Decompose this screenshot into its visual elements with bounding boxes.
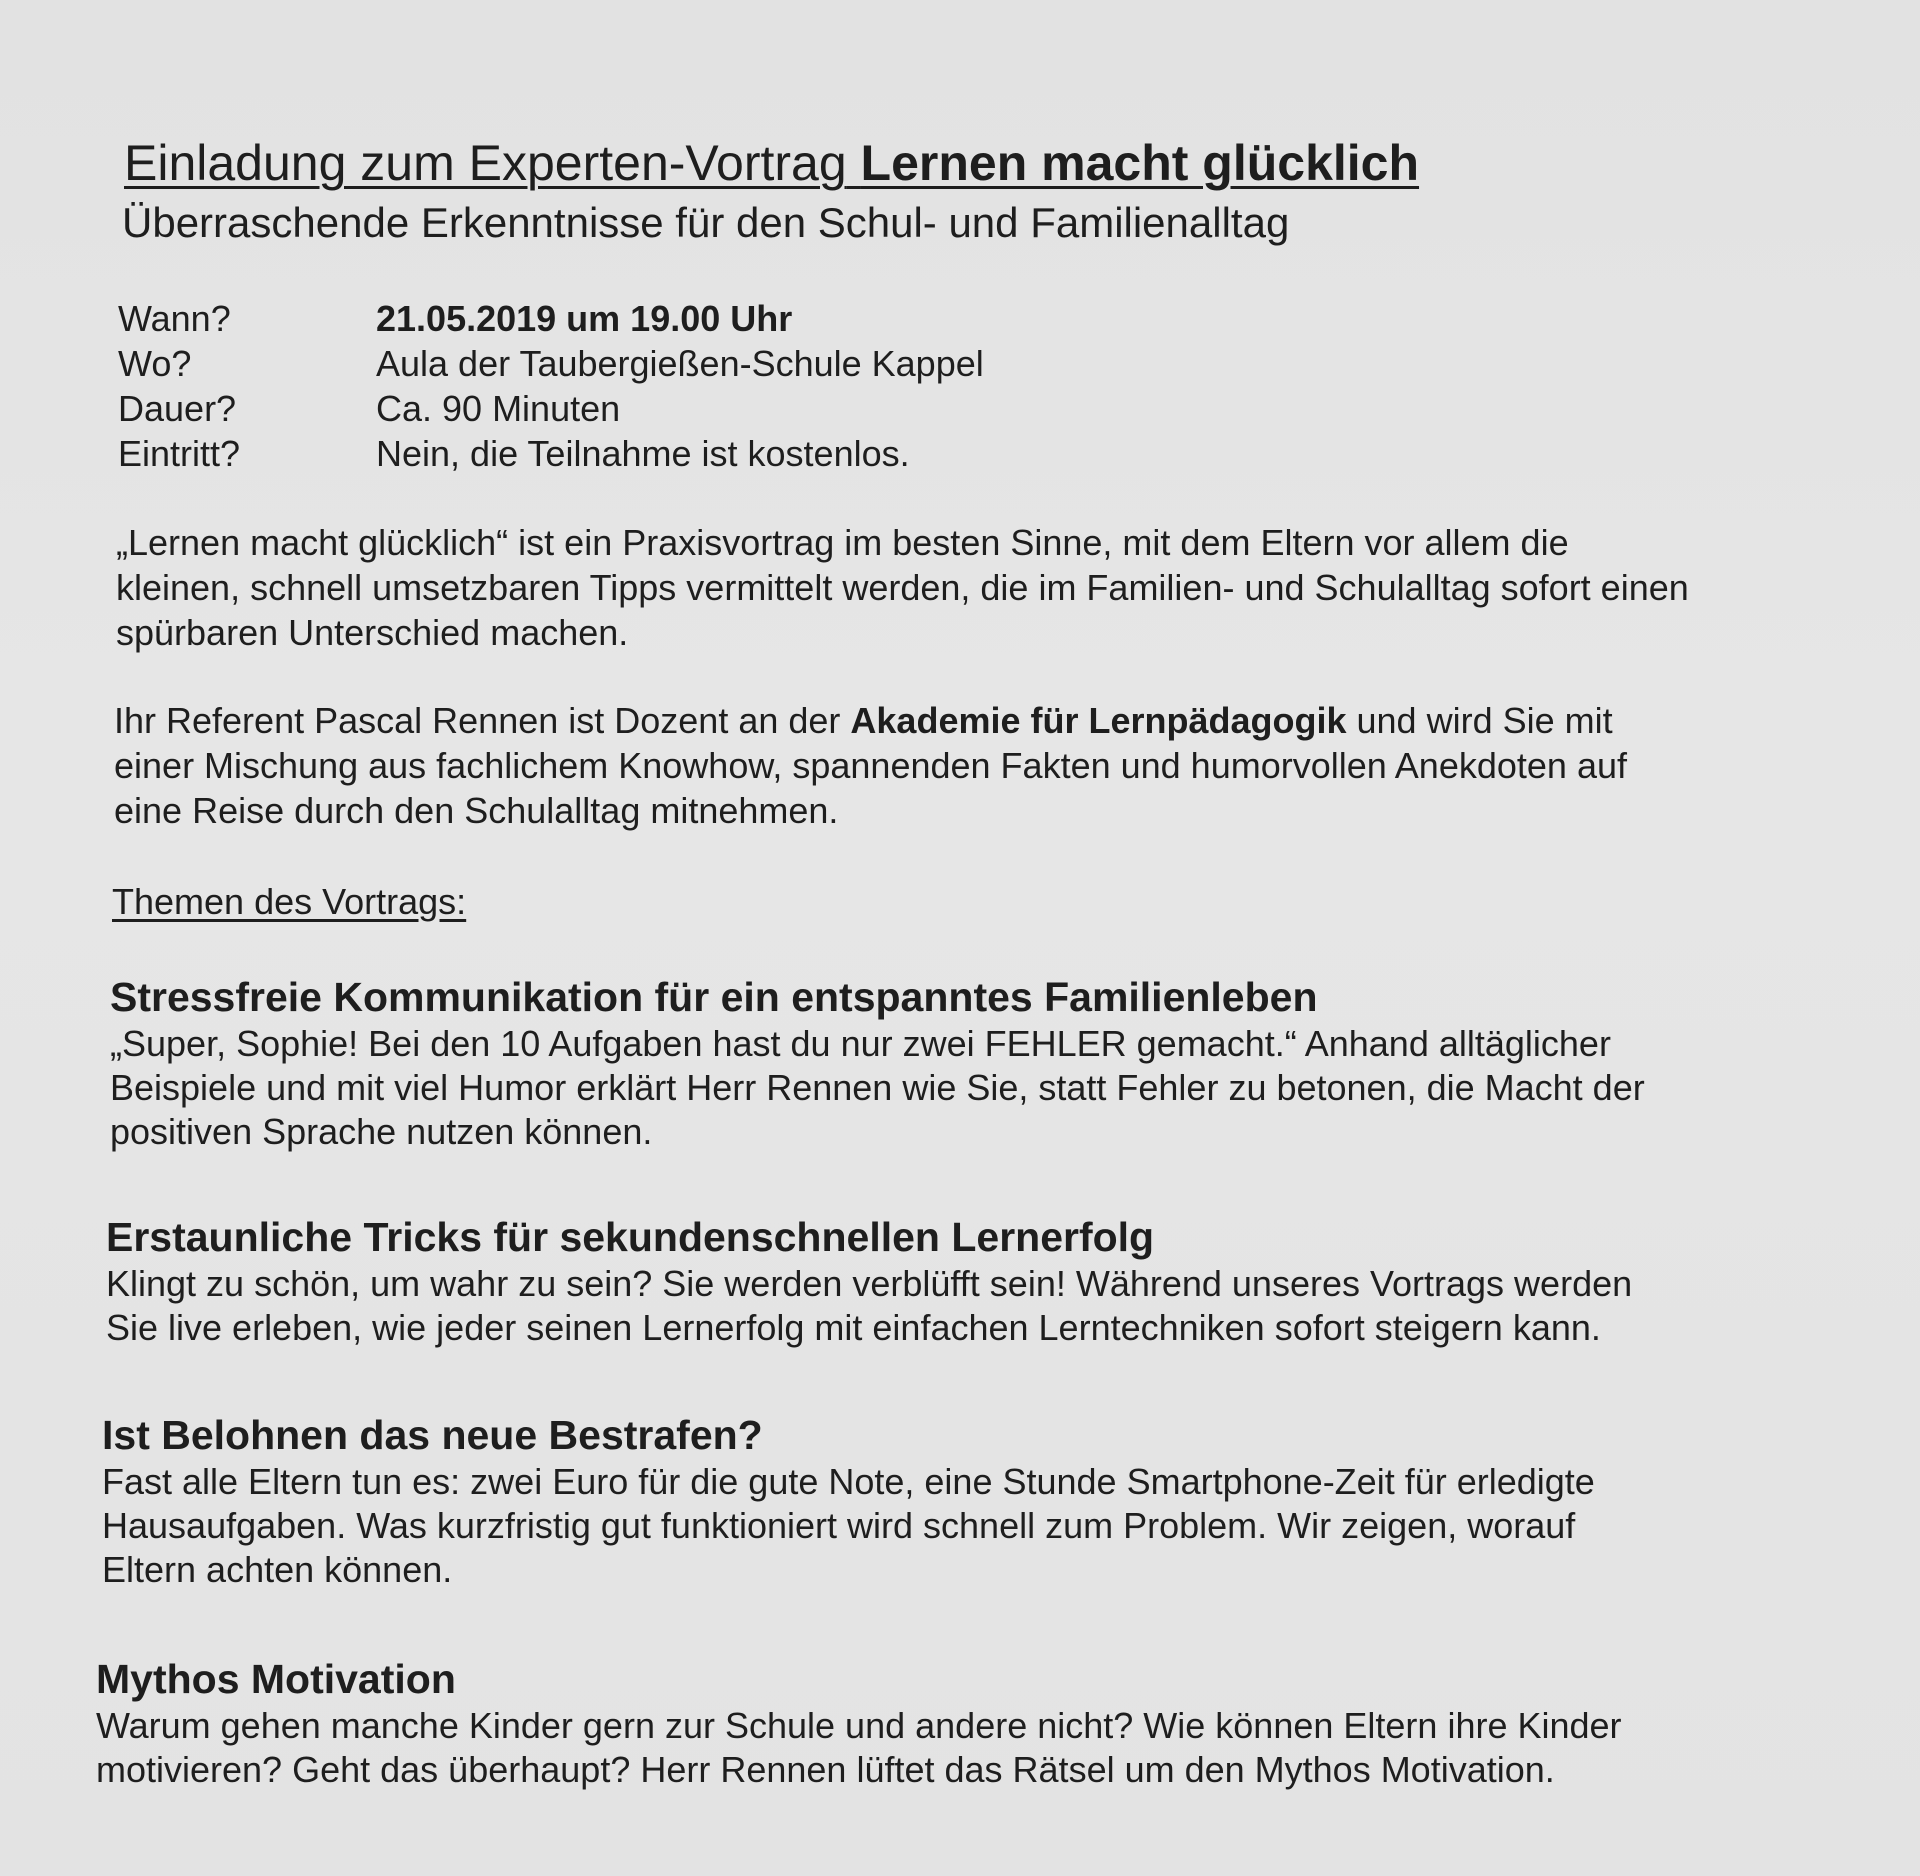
- topic-line: Hausaufgaben. Was kurzfristig gut funktioniert wird schnell zum Problem. Wir zeigen, worauf: [102, 1505, 1576, 1546]
- referent-text: Ihr Referent Pascal Rennen ist Dozent an der: [114, 700, 851, 741]
- topic-line: Sie live erleben, wie jeder seinen Lernerfolg mit einfachen Lerntechniken sofort steigern kann.: [106, 1307, 1601, 1348]
- topic-line: Klingt zu schön, um wahr zu sein? Sie werden verblüfft sein! Während unseres Vortrags werden: [106, 1263, 1633, 1304]
- topic-line: positiven Sprache nutzen können.: [110, 1111, 653, 1152]
- topic-line: Warum gehen manche Kinder gern zur Schule und andere nicht? Wie können Eltern ihre Kinder: [96, 1705, 1622, 1746]
- fact-value-date: 21.05.2019 um 19.00 Uhr: [376, 298, 793, 339]
- topic-line: „Super, Sophie! Bei den 10 Aufgaben hast du nur zwei FEHLER gemacht.“ Anhand alltäglicher: [110, 1023, 1611, 1064]
- topic-rewards: [102, 1410, 1862, 1592]
- referent-line: [114, 698, 1874, 743]
- topic-title: Stressfreie Kommunikation für ein entspanntes Familienleben: [110, 974, 1318, 1020]
- topic-line: Fast alle Eltern tun es: zwei Euro für die gute Note, eine Stunde Smartphone-Zeit für erledigte: [102, 1461, 1595, 1502]
- topic-line: Eltern achten können.: [102, 1549, 453, 1590]
- page-title: [124, 134, 1419, 192]
- fact-label: Wo?: [118, 343, 192, 384]
- topic-line: Beispiele und mit viel Humor erklärt Herr Rennen wie Sie, statt Fehler zu betonen, die Macht der: [110, 1067, 1645, 1108]
- fact-value-admission: Nein, die Teilnahme ist kostenlos.: [376, 433, 910, 474]
- fact-value-location: Aula der Taubergießen-Schule Kappel: [376, 343, 984, 384]
- topic-title: Mythos Motivation: [96, 1656, 456, 1702]
- fact-label: Eintritt?: [118, 433, 241, 474]
- topic-communication: [110, 972, 1870, 1154]
- fact-label: Dauer?: [118, 388, 237, 429]
- referent-text: und wird Sie mit: [1346, 700, 1613, 741]
- title-bold: Lernen macht glücklich: [860, 135, 1420, 191]
- fact-row-admission: [118, 431, 984, 476]
- topic-tricks: [106, 1212, 1866, 1350]
- fact-value-duration: Ca. 90 Minuten: [376, 388, 621, 429]
- fact-row-where: [118, 341, 984, 386]
- referent-line: eine Reise durch den Schulalltag mitnehmen.: [114, 790, 839, 831]
- intro-paragraph: [116, 520, 1876, 655]
- fact-label: Wann?: [118, 298, 231, 339]
- referent-paragraph: [114, 698, 1874, 833]
- intro-line: spürbaren Unterschied machen.: [116, 612, 629, 653]
- event-facts: [118, 296, 984, 476]
- page-subtitle: Überraschende Erkenntnisse für den Schul- und Familienalltag: [122, 199, 1290, 246]
- topic-motivation: [96, 1654, 1856, 1792]
- intro-line: kleinen, schnell umsetzbaren Tipps vermittelt werden, die im Familien- und Schulalltag sofort einen: [116, 567, 1689, 608]
- topic-title: Erstaunliche Tricks für sekundenschnellen Lernerfolg: [106, 1214, 1155, 1260]
- topic-line: motivieren? Geht das überhaupt? Herr Rennen lüftet das Rätsel um den Mythos Motivation.: [96, 1749, 1555, 1790]
- fact-row-when: [118, 296, 984, 341]
- academy-name: Akademie für Lernpädagogik: [850, 700, 1347, 741]
- topic-title: Ist Belohnen das neue Bestrafen?: [102, 1412, 763, 1458]
- fact-row-duration: [118, 386, 984, 431]
- referent-line: einer Mischung aus fachlichem Knowhow, spannenden Fakten und humorvollen Anekdoten auf: [114, 745, 1627, 786]
- title-prefix: Einladung zum Experten-Vortrag: [124, 135, 847, 191]
- topics-heading: Themen des Vortrags:: [112, 881, 467, 922]
- intro-line: „Lernen macht glücklich“ ist ein Praxisvortrag im besten Sinne, mit dem Eltern vor allem die: [116, 522, 1569, 563]
